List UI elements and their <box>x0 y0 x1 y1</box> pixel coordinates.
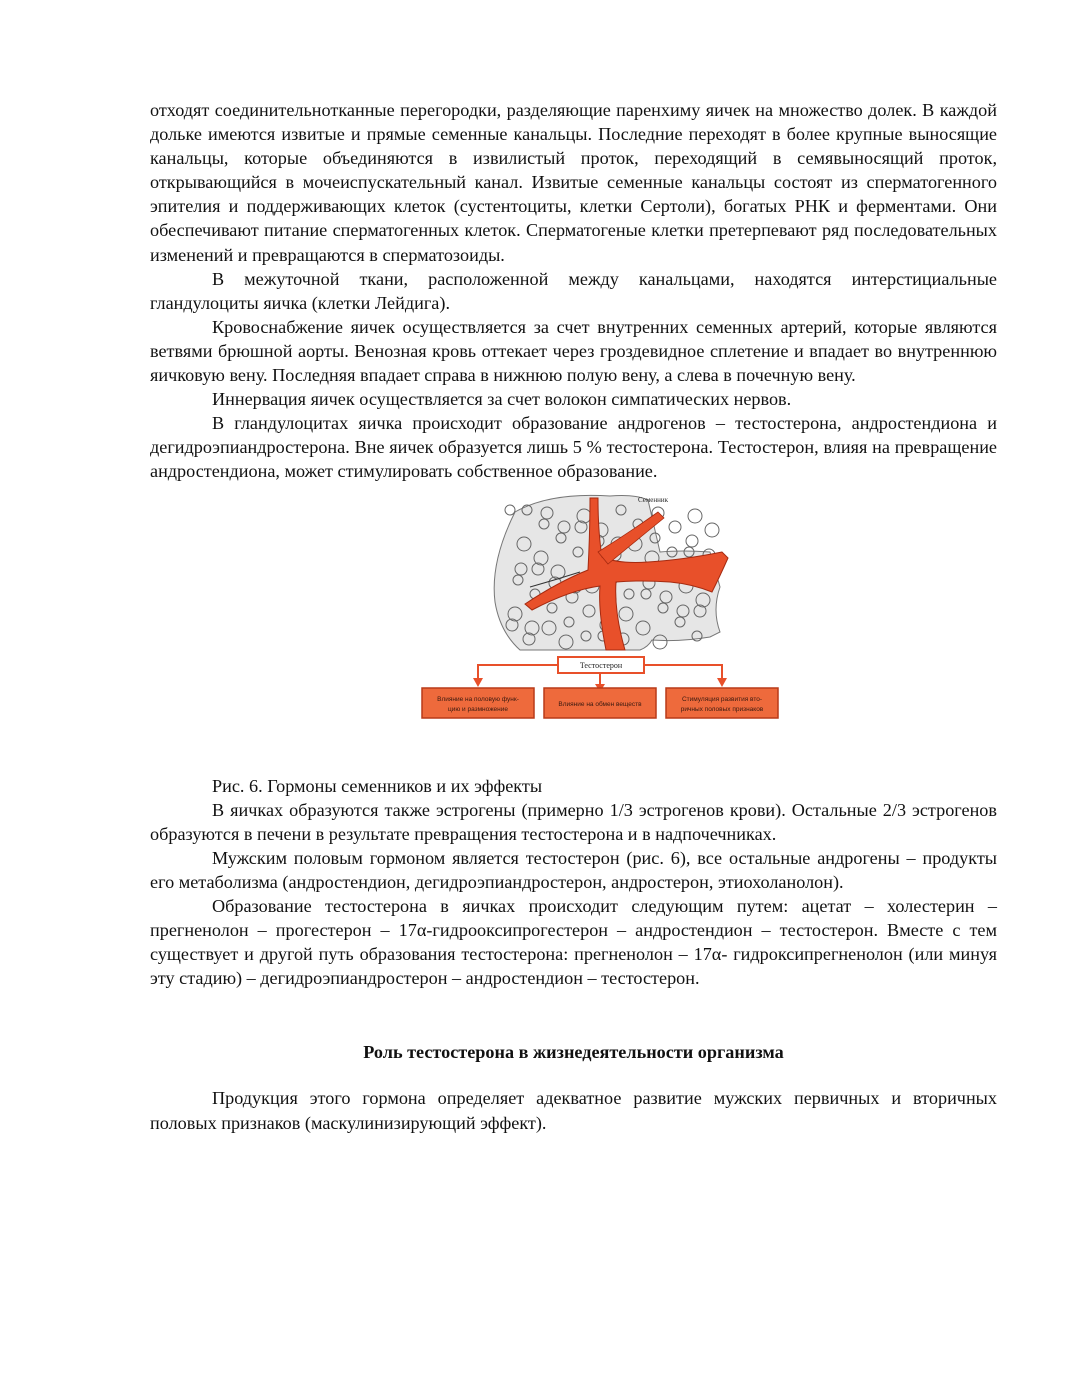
tubule-cross-section <box>669 521 681 533</box>
effect-box-metabolism-line1: Влияние на обмен веществ <box>558 700 642 708</box>
bottom-paragraph: В яичках образуются также эстрогены (примерно 1/3 эстрогенов крови). Остальные 2/3 эстрогенов образуются в печени в результате превращения тестостерона и в надпочечниках. <box>150 799 997 844</box>
effect-box-reproduction <box>422 688 534 718</box>
bottom-paragraph: Мужским половым гормоном является тестостерон (рис. 6), все остальные андрогены – продукты его метаболизма (андростендион, дегидроэпиандростерон, андростерон, этиохоланолон). <box>150 847 997 892</box>
testosterone-label: Тестостерон <box>579 660 623 670</box>
figure-illustration <box>420 492 790 754</box>
tubule-cross-section <box>686 535 698 547</box>
text-block-final <box>150 1086 997 1134</box>
bottom-paragraph: Образование тестостерона в яичках происходит следующим путем: ацетат – холестерин – прегненолон – прогестерон – 17α-гидрооксипрогестерон – андростендион – тестостерон. Вместе с тем существует и другой путь образования тестостерона: прегненолон – 17α- гидроксипрегненолон (или минуя эту стадию) – дегидроэпиандростерон – андростендион – тестостерон. <box>150 895 997 989</box>
section-heading: Роль тестостерона в жизнедеятельности организма <box>363 1042 784 1063</box>
text-block-bottom <box>150 798 997 991</box>
tubule-cross-section <box>505 505 515 515</box>
effect-box-secondary-traits-line2: ричных половых признаков <box>680 705 764 713</box>
final-paragraph: Продукция этого гормона определяет адекватное развитие мужских первичных и вторичных половых признаков (маскулинизирующий эффект). <box>150 1088 997 1133</box>
tubule-cross-section <box>705 523 719 537</box>
effect-box-reproduction-line1: Влияние на половую функ- <box>437 695 519 703</box>
effect-box-secondary-traits <box>666 688 778 718</box>
top-paragraph: отходят соединительнотканные перегородки, разделяющие паренхиму яичек на множество долек. В каждой дольке имеются извитые и прямые семенные канальцы. Последние переходят в более крупные выносящие канальцы, которые объединяются в извилистый проток, переходящий в семявыносящий проток, открывающийся в мочеиспускательный канал. Извитые семенные канальцы состоят из сперматогенного эпителия и поддерживающих клеток (сустентоциты, клетки Сертоли), богатых РНК и ферментами. Они обеспечивают питание сперматогенных клеток. Сперматогеные клетки претерпевают ряд последовательных изменений и превращаются в сперматозоиды. <box>150 100 997 265</box>
top-paragraph: Кровоснабжение яичек осуществляется за счет внутренних семенных артерий, которые являются ветвями брюшной аорты. Венозная кровь оттекает через гроздевидное сплетение и впадает во внутреннюю яичковую вену. Последняя впадает справа в нижнюю полую вену, а слева в почечную вену. <box>150 316 997 386</box>
text-block-top <box>150 98 997 484</box>
figure-caption: Рис. 6. Гормоны семенников и их эффекты <box>212 775 543 796</box>
document-page <box>150 98 997 1135</box>
effect-box-secondary-traits-line1: Стимуляция развития вто- <box>681 695 763 703</box>
top-paragraph: Иннервация яичек осуществляется за счет волокон симпатических нервов. <box>212 389 792 410</box>
top-paragraph: В межуточной ткани, расположенной между канальцами, находятся интерстициальные гландулоциты яичка (клетки Лейдига). <box>150 268 997 313</box>
top-paragraph: В гландулоцитах яичка происходит образование андрогенов – тестостерона, андростендиона и дегидроэпиандростерона. Вне яичек образуется лишь 5 % тестостерона. Тестостерон, влияя на превращение андростендиона, может стимулировать собственное образование. <box>150 413 997 482</box>
tubule-cross-section <box>688 509 702 523</box>
figure-testis-hormones <box>150 492 997 760</box>
semennik-label: Семенник <box>638 495 669 504</box>
testis-tissue-illustration <box>494 495 728 650</box>
effect-box-reproduction-line2: цию и размножение <box>447 705 509 713</box>
